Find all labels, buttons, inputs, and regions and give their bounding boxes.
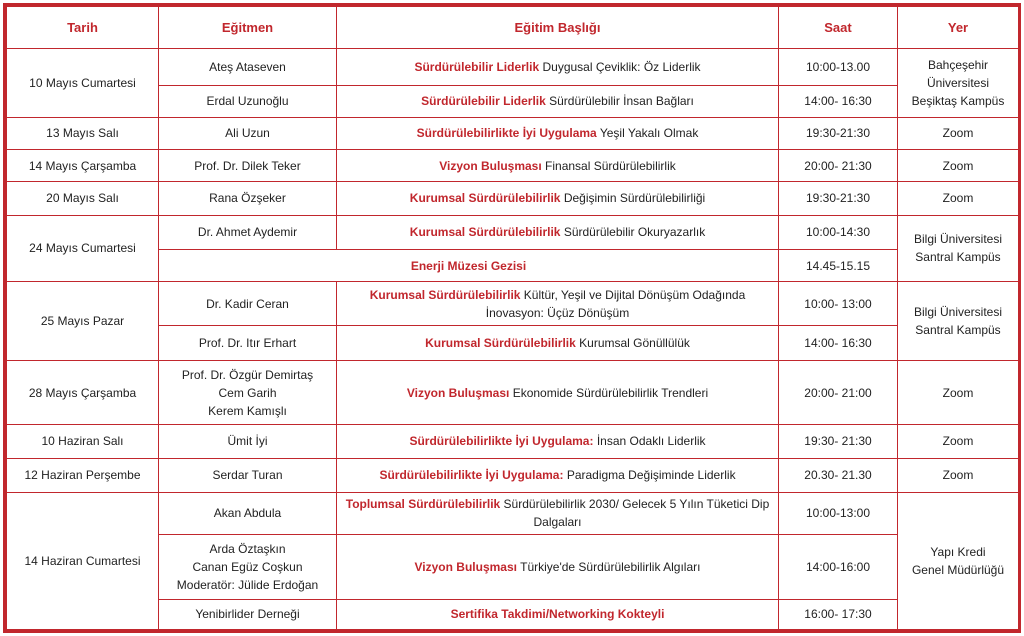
time-cell: 20:00- 21:30	[779, 150, 898, 182]
table-row	[7, 326, 1019, 360]
trainer-cell	[159, 360, 337, 425]
time-cell: 14.45-15.15	[779, 249, 898, 281]
date-cell: 24 Mayıs Cumartesi	[7, 215, 159, 282]
date-cell: 20 Mayıs Salı	[7, 182, 159, 215]
table-row	[7, 85, 1019, 117]
place-cell: Zoom	[898, 150, 1019, 182]
place-cell	[898, 49, 1019, 118]
title-highlight: Kurumsal Sürdürülebilirlik	[409, 191, 561, 206]
merged-title-cell: Enerji Müzesi Gezisi	[159, 249, 779, 281]
table-row	[7, 492, 1019, 534]
header-title: Eğitim Başlığı	[337, 7, 779, 49]
trainer-line: Arda Öztaşkın	[209, 541, 286, 556]
date-cell: 12 Haziran Perşembe	[7, 458, 159, 492]
title-text: Sürdürülebilir İnsan Bağları	[545, 94, 694, 109]
title-text: Kültür, Yeşil ve Dijital Dönüşüm Odağında İnovasyon: Üçüz Dönüşüm	[485, 287, 746, 320]
place-cell: Zoom	[898, 425, 1019, 458]
table-row	[7, 535, 1019, 600]
place-cell: Zoom	[898, 182, 1019, 215]
title-highlight: Sürdürülebilirlikte İyi Uygulama:	[379, 468, 564, 483]
place-line: Beşiktaş Kampüs	[911, 94, 1005, 109]
title-text: Paradigma Değişiminde Liderlik	[563, 468, 736, 483]
place-cell	[898, 215, 1019, 282]
title-cell	[337, 458, 779, 492]
trainer-line: Prof. Dr. Özgür Demirtaş	[181, 367, 314, 382]
title-cell	[337, 326, 779, 360]
title-highlight: Sürdürülebilirlikte İyi Uygulama:	[409, 434, 594, 449]
time-cell: 19:30- 21:30	[779, 425, 898, 458]
schedule-table	[6, 6, 1019, 630]
place-cell: Zoom	[898, 458, 1019, 492]
time-cell: 10:00-13:00	[779, 492, 898, 534]
trainer-cell: Ateş Ataseven	[159, 49, 337, 85]
title-text: Sürdürülebilirlik 2030/ Gelecek 5 Yılın Tüketici Dip Dalgaları	[500, 497, 770, 530]
trainer-cell: Akan Abdula	[159, 492, 337, 534]
title-highlight: Sürdürülebilirlikte İyi Uygulama	[416, 126, 597, 141]
title-cell	[337, 150, 779, 182]
date-cell: 14 Haziran Cumartesi	[7, 492, 159, 629]
time-cell: 14:00- 16:30	[779, 326, 898, 360]
trainer-cell: Ümit İyi	[159, 425, 337, 458]
title-highlight: Kurumsal Sürdürülebilirlik	[425, 336, 576, 351]
trainer-line: Canan Egüz Coşkun	[192, 559, 303, 574]
schedule-frame	[3, 3, 1021, 633]
header-time: Saat	[779, 7, 898, 49]
table-row	[7, 360, 1019, 425]
place-line: Üniversitesi	[926, 76, 989, 91]
trainer-cell: Dr. Ahmet Aydemir	[159, 215, 337, 249]
title-cell	[337, 215, 779, 249]
time-cell: 16:00- 17:30	[779, 599, 898, 629]
title-highlight: Sürdürülebilir Liderlik	[414, 59, 540, 74]
trainer-cell: Serdar Turan	[159, 458, 337, 492]
title-text: Duygusal Çeviklik: Öz Liderlik	[539, 59, 701, 74]
trainer-cell	[159, 535, 337, 600]
place-cell: Zoom	[898, 360, 1019, 425]
table-row	[7, 599, 1019, 629]
place-line: Santral Kampüs	[915, 250, 1001, 265]
place-line: Genel Müdürlüğü	[911, 562, 1005, 577]
time-cell: 20.30- 21.30	[779, 458, 898, 492]
trainer-cell: Dr. Kadir Ceran	[159, 282, 337, 326]
time-cell: 19:30-21:30	[779, 117, 898, 149]
time-cell: 20:00- 21:00	[779, 360, 898, 425]
table-row	[7, 117, 1019, 149]
place-cell	[898, 492, 1019, 629]
header-trainer: Eğitmen	[159, 7, 337, 49]
title-cell	[337, 535, 779, 600]
title-highlight: Kurumsal Sürdürülebilirlik	[369, 287, 521, 302]
title-text: Finansal Sürdürülebilirlik	[541, 158, 676, 173]
place-cell	[898, 282, 1019, 361]
place-line: Bahçeşehir	[927, 58, 989, 73]
header-date: Tarih	[7, 7, 159, 49]
title-cell	[337, 425, 779, 458]
title-highlight: Sertifika Takdimi/Networking Kokteyli	[450, 607, 665, 622]
table-row	[7, 249, 1019, 281]
date-cell: 25 Mayıs Pazar	[7, 282, 159, 361]
title-cell	[337, 360, 779, 425]
table-row	[7, 215, 1019, 249]
title-text: Yeşil Yakalı Olmak	[596, 126, 699, 141]
trainer-line: Moderatör: Jülide Erdoğan	[176, 577, 319, 592]
title-highlight: Toplumsal Sürdürülebilirlik	[345, 497, 501, 512]
title-highlight: Kurumsal Sürdürülebilirlik	[409, 225, 561, 240]
time-cell: 10:00- 13:00	[779, 282, 898, 326]
title-cell	[337, 49, 779, 85]
title-text: Kurumsal Gönüllülük	[575, 336, 690, 351]
place-cell: Zoom	[898, 117, 1019, 149]
time-cell: 14:00-16:00	[779, 535, 898, 600]
title-cell	[337, 117, 779, 149]
place-line: Yapı Kredi	[930, 544, 986, 559]
table-row	[7, 425, 1019, 458]
title-cell	[337, 599, 779, 629]
title-text: Değişimin Sürdürülebilirliği	[560, 191, 706, 206]
title-highlight: Vizyon Buluşması	[406, 385, 510, 400]
title-text: İnsan Odaklı Liderlik	[593, 434, 706, 449]
title-cell	[337, 492, 779, 534]
time-cell: 10:00-13.00	[779, 49, 898, 85]
date-cell: 10 Haziran Salı	[7, 425, 159, 458]
title-cell	[337, 182, 779, 215]
time-cell: 10:00-14:30	[779, 215, 898, 249]
title-highlight: Vizyon Buluşması	[414, 559, 517, 574]
date-cell: 14 Mayıs Çarşamba	[7, 150, 159, 182]
date-cell: 13 Mayıs Salı	[7, 117, 159, 149]
table-row	[7, 49, 1019, 85]
table-row	[7, 150, 1019, 182]
date-cell: 10 Mayıs Cumartesi	[7, 49, 159, 118]
table-row	[7, 282, 1019, 326]
trainer-cell: Yenibirlider Derneği	[159, 599, 337, 629]
header-place: Yer	[898, 7, 1019, 49]
table-row	[7, 182, 1019, 215]
trainer-line: Kerem Kamışlı	[208, 403, 287, 418]
trainer-cell: Prof. Dr. Itır Erhart	[159, 326, 337, 360]
date-cell: 28 Mayıs Çarşamba	[7, 360, 159, 425]
title-text: Türkiye'de Sürdürülebilirlik Algıları	[517, 559, 701, 574]
place-line: Santral Kampüs	[915, 322, 1001, 337]
title-cell	[337, 85, 779, 117]
title-highlight: Vizyon Buluşması	[439, 158, 542, 173]
title-text: Sürdürülebilir Okuryazarlık	[560, 225, 706, 240]
trainer-line: Cem Garih	[218, 385, 277, 400]
trainer-cell: Rana Özşeker	[159, 182, 337, 215]
trainer-cell: Prof. Dr. Dilek Teker	[159, 150, 337, 182]
place-line: Bilgi Üniversitesi	[913, 232, 1003, 247]
place-line: Bilgi Üniversitesi	[913, 304, 1003, 319]
table-row	[7, 458, 1019, 492]
time-cell: 19:30-21:30	[779, 182, 898, 215]
time-cell: 14:00- 16:30	[779, 85, 898, 117]
trainer-cell: Ali Uzun	[159, 117, 337, 149]
trainer-cell: Erdal Uzunoğlu	[159, 85, 337, 117]
header-row	[7, 7, 1019, 49]
title-highlight: Sürdürülebilir Liderlik	[421, 94, 546, 109]
title-cell	[337, 282, 779, 326]
title-text: Ekonomide Sürdürülebilirlik Trendleri	[509, 385, 709, 400]
